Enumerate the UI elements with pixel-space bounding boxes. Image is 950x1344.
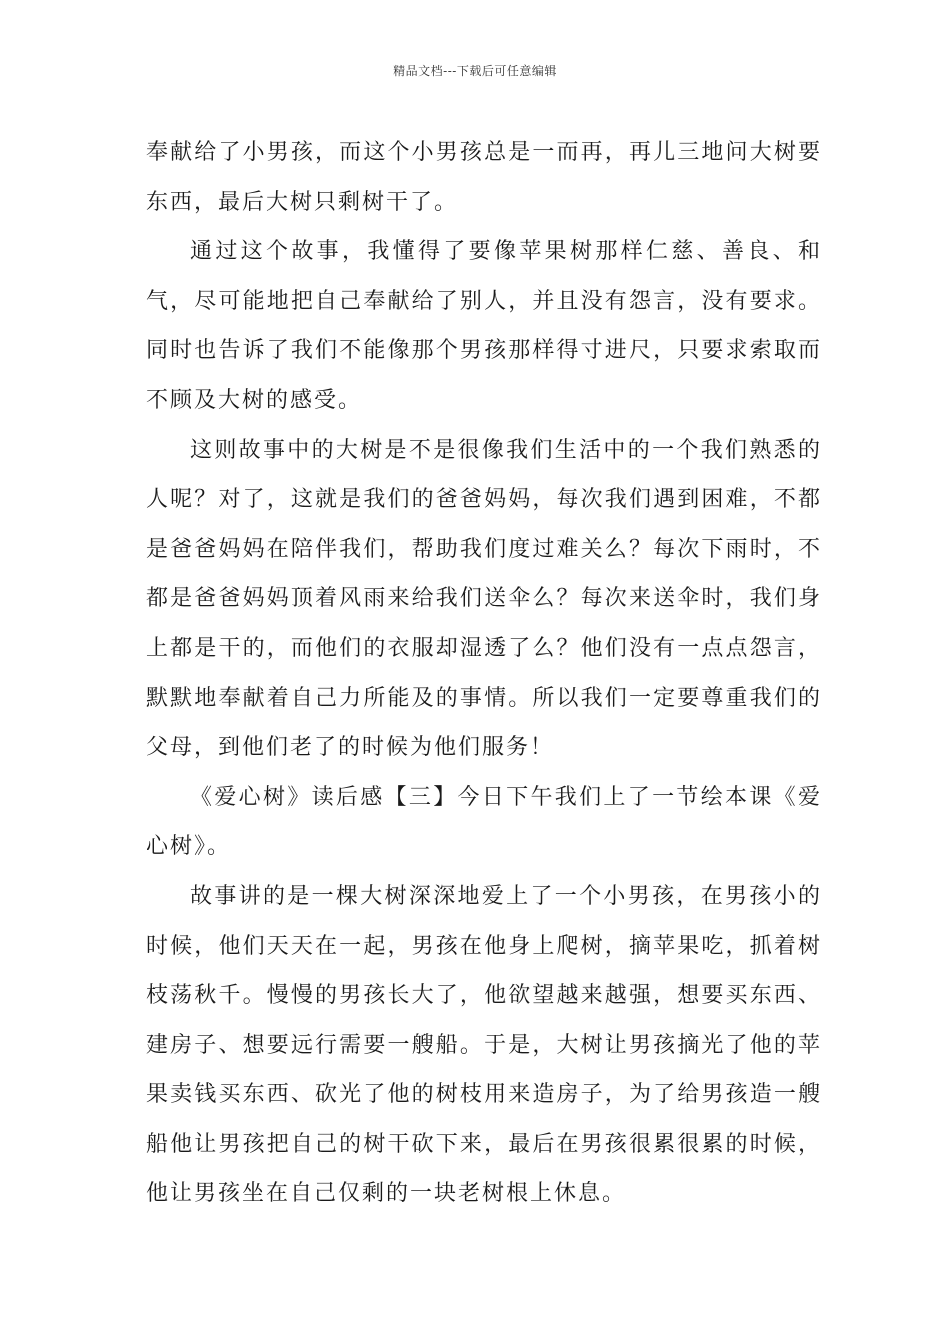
document-body [146,128,822,1219]
paragraph-4: 《爱心树》读后感【三】今日下午我们上了一节绘本课《爱心树》。 [146,784,822,860]
paragraph-3: 这则故事中的大树是不是很像我们生活中的一个我们熟悉的人呢？对了，这就是我们的爸爸妈妈，每次我们遇到困难，不都是爸爸妈妈在陪伴我们，帮助我们度过难关么？每次下雨时，不都是爸爸妈妈顶着风雨来给我们送伞么？每次来送伞时，我们身上都是干的，而他们的衣服却湿透了么？他们没有一点点怨言，默默地奉献着自己力所能及的事情。所以我们一定要尊重我们的父母，到他们老了的时候为他们服务！ [146,437,822,761]
page-header: 精品文档---下载后可任意编辑 [393,64,557,78]
paragraph-2: 通过这个故事，我懂得了要像苹果树那样仁慈、善良、和气，尽可能地把自己奉献给了别人，并且没有怨言，没有要求。同时也告诉了我们不能像那个男孩那样得寸进尺，只要求索取而不顾及大树的感受。 [146,239,822,413]
paragraph-5: 故事讲的是一棵大树深深地爱上了一个小男孩，在男孩小的时候，他们天天在一起，男孩在他身上爬树，摘苹果吃，抓着树枝荡秋千。慢慢的男孩长大了，他欲望越来越强，想要买东西、建房子、想要远行需要一艘船。于是，大树让男孩摘光了他的苹果卖钱买东西、砍光了他的树枝用来造房子，为了给男孩造一艘船他让男孩把自己的树干砍下来，最后在男孩很累很累的时候，他让男孩坐在自己仅剩的一块老树根上休息。 [146,883,822,1207]
paragraph-1: 奉献给了小男孩，而这个小男孩总是一而再，再儿三地问大树要东西，最后大树只剩树干了。 [146,140,822,215]
